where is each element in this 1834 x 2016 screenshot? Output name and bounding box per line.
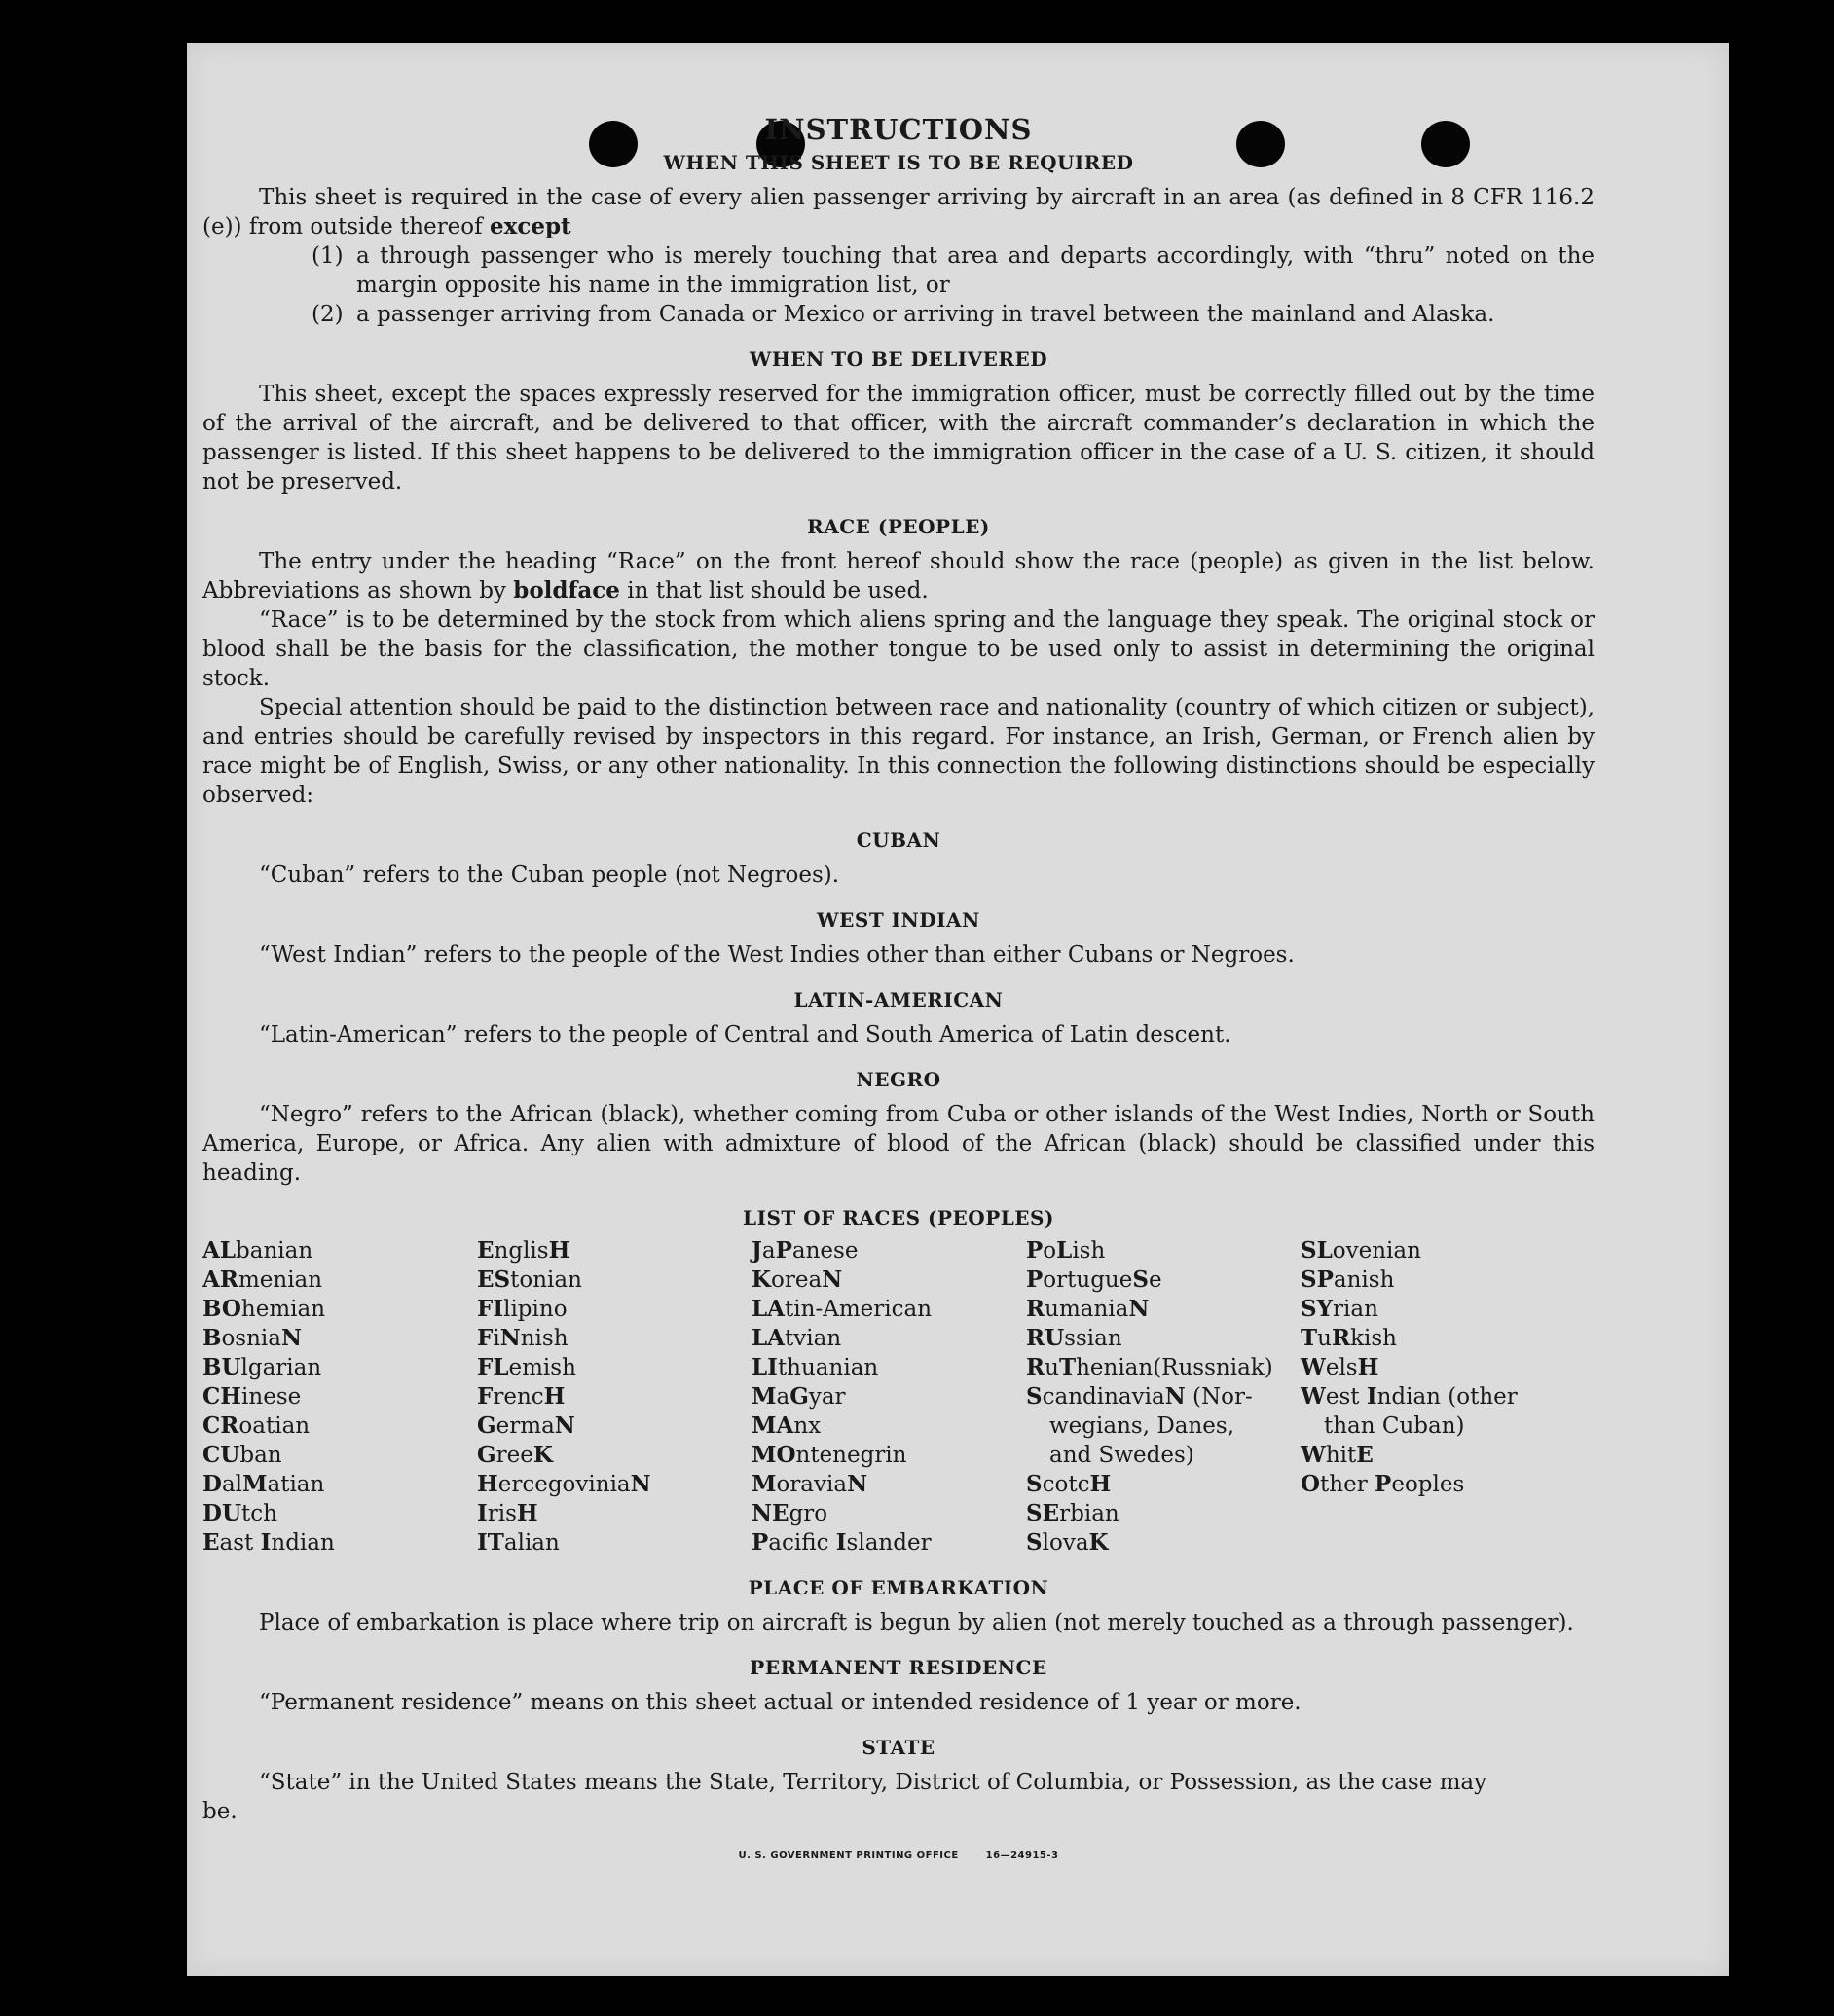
race-paragraph-3: Special attention should be paid to the distinction between race and nationality (country of which citizen or subject), and entries should be carefully revised by inspectors in this regard. For instance, an Irish, German, or French alien by race might be of English, Swiss, or any other nationality. In this connection the following distinctions should be especially observed:	[202, 695, 1595, 808]
race-entry: CUban	[202, 1442, 282, 1468]
printer-imprint	[202, 1842, 1595, 1871]
race-entry: RUssian	[1026, 1325, 1122, 1351]
race-entry: CRoatian	[202, 1412, 311, 1439]
state-text: “State” in the United States means the State, Territory, District of Columbia, or Possession, as the case may	[259, 1770, 1487, 1795]
race-entry: SLovenian	[1301, 1237, 1421, 1264]
instructions-content	[202, 115, 1595, 1871]
heading-when-delivered: WHEN TO BE DELIVERED	[749, 348, 1048, 371]
latin-american-text: “Latin-American” refers to the people of Central and South America of Latin descent.	[259, 1022, 1231, 1047]
heading-race: RACE (PEOPLE)	[807, 515, 990, 538]
race-entry: PoLish	[1026, 1237, 1106, 1264]
race-entry: LAtvian	[752, 1325, 842, 1351]
race-entry: KoreaN	[752, 1266, 843, 1293]
race-entry: MOntenegrin	[752, 1442, 907, 1468]
cuban-text: “Cuban” refers to the Cuban people (not Negroes).	[259, 862, 840, 888]
race-entry: MoraviaN	[752, 1471, 868, 1497]
race-entry: RuThenian(Russniak)	[1026, 1354, 1273, 1380]
race-entry: SlovaK	[1026, 1529, 1109, 1556]
form-code: 16—24915-3	[985, 1851, 1059, 1861]
race-entry: GermaN	[477, 1412, 575, 1439]
race-column	[752, 1236, 1026, 1558]
race-column	[477, 1236, 752, 1558]
race-entry: TuRkish	[1301, 1325, 1397, 1351]
race-entry: IrisH	[477, 1500, 538, 1526]
heading-when-required: WHEN THIS SHEET IS TO BE REQUIRED	[663, 151, 1134, 174]
race-entry: SErbian	[1026, 1500, 1119, 1526]
race-entry: LIthuanian	[752, 1354, 879, 1380]
exception-item: (2) a passenger arriving from Canada or Mexico or arriving in travel between the mainland and Alaska.	[312, 302, 1495, 327]
heading-negro: NEGRO	[856, 1068, 941, 1091]
race-column	[1301, 1236, 1575, 1558]
race-entry: East Indian	[202, 1529, 335, 1556]
race-entry: JaPanese	[752, 1237, 859, 1264]
exception-item: (1) a through passenger who is merely touching that area and departs accordingly, with “thru” noted on the margin opposite his name in the immigration list, or	[312, 243, 1595, 298]
race-paragraph-2: “Race” is to be determined by the stock from which aliens spring and the language they speak. The original stock or blood shall be the basis for the classification, the mother tongue to be used only to assist in determining the original stock.	[202, 607, 1595, 691]
race-entry: MAnx	[752, 1412, 822, 1439]
race-entry: HercegoviniaN	[477, 1471, 651, 1497]
race-entry: WhitE	[1301, 1442, 1374, 1468]
race-entry: GreeK	[477, 1442, 553, 1468]
race-entry: PortugueSe	[1026, 1266, 1162, 1293]
embarkation-text: Place of embarkation is place where trip on aircraft is begun by alien (not merely touched as a through passenger).	[259, 1610, 1574, 1635]
state-text-end: be.	[202, 1799, 238, 1824]
race-entry: MaGyar	[752, 1383, 846, 1410]
race-entry: Pacific Islander	[752, 1529, 932, 1556]
race-entry: West Indian (other	[1301, 1383, 1518, 1410]
page-title: INSTRUCTIONS	[764, 113, 1033, 146]
race-entry: BUlgarian	[202, 1354, 322, 1380]
race-column	[1026, 1236, 1301, 1558]
residence-text: “Permanent residence” means on this sheet actual or intended residence of 1 year or more.	[259, 1690, 1302, 1715]
race-entry: BosniaN	[202, 1325, 303, 1351]
race-entry: LAtin-American	[752, 1296, 933, 1322]
race-entry: NEgro	[752, 1500, 828, 1526]
race-entry: DalMatian	[202, 1471, 325, 1497]
race-entry: ITalian	[477, 1529, 560, 1556]
heading-latin-american: LATIN-AMERICAN	[793, 988, 1004, 1011]
race-entry: Other Peoples	[1301, 1471, 1465, 1497]
race-entry: than Cuban)	[1324, 1413, 1465, 1439]
race-entry: RumaniaN	[1026, 1296, 1150, 1322]
race-entry: EnglisH	[477, 1237, 570, 1264]
race-list	[202, 1236, 1595, 1558]
race-entry: and Swedes)	[1049, 1443, 1194, 1468]
heading-west-indian: WEST INDIAN	[817, 908, 980, 932]
negro-text: “Negro” refers to the African (black), whether coming from Cuba or other islands of the West Indies, North or South America, Europe, or Africa. Any alien with admixture of blood of the African (black) should be classified under this heading.	[202, 1102, 1595, 1186]
race-entry: ScotcH	[1026, 1471, 1112, 1497]
race-entry: FrencH	[477, 1383, 566, 1410]
west-indian-text: “West Indian” refers to the people of the West Indies other than either Cubans or Negroes.	[259, 942, 1295, 968]
race-entry: FiNnish	[477, 1325, 569, 1351]
race-entry: SYrian	[1301, 1296, 1378, 1322]
race-entry: CHinese	[202, 1383, 302, 1410]
race-entry: wegians, Danes,	[1049, 1413, 1235, 1439]
race-entry: DUtch	[202, 1500, 277, 1526]
heading-embarkation: PLACE OF EMBARKATION	[748, 1576, 1049, 1599]
heading-cuban: CUBAN	[856, 828, 941, 852]
when-delivered-text: This sheet, except the spaces expressly reserved for the immigration officer, must be correctly filled out by the time of the arrival of the aircraft, and be delivered to that officer, with the aircraft commander’s declaration in which the passenger is listed. If this sheet happens to be delivered to the immigration officer in the case of a U. S. citizen, it should not be preserved.	[202, 382, 1595, 495]
heading-list-of-races: LIST OF RACES (PEOPLES)	[743, 1206, 1054, 1229]
race-entry: FIlipino	[477, 1296, 568, 1322]
printing-office: U. S. GOVERNMENT PRINTING OFFICE	[738, 1851, 959, 1861]
heading-state: STATE	[862, 1736, 935, 1759]
race-entry: ALbanian	[202, 1237, 313, 1264]
race-paragraph-1: The entry under the heading “Race” on the front hereof should show the race (people) as given in the list below. Abbreviations as shown by boldface in that list should be used.	[202, 549, 1595, 604]
race-entry: ARmenian	[202, 1266, 323, 1293]
race-entry: FLemish	[477, 1354, 576, 1380]
race-entry: EStonian	[477, 1266, 582, 1293]
heading-permanent-residence: PERMANENT RESIDENCE	[750, 1656, 1047, 1679]
when-required-intro: This sheet is required in the case of every alien passenger arriving by aircraft in an area (as defined in 8 CFR 116.2 (e)) from outside thereof except	[202, 185, 1595, 239]
race-entry: BOhemian	[202, 1296, 326, 1322]
document-page	[187, 43, 1729, 1976]
race-column	[202, 1236, 477, 1558]
race-entry: SPanish	[1301, 1266, 1395, 1293]
race-entry: ScandinaviaN (Nor-	[1026, 1383, 1253, 1410]
race-entry: WelsH	[1301, 1354, 1379, 1380]
